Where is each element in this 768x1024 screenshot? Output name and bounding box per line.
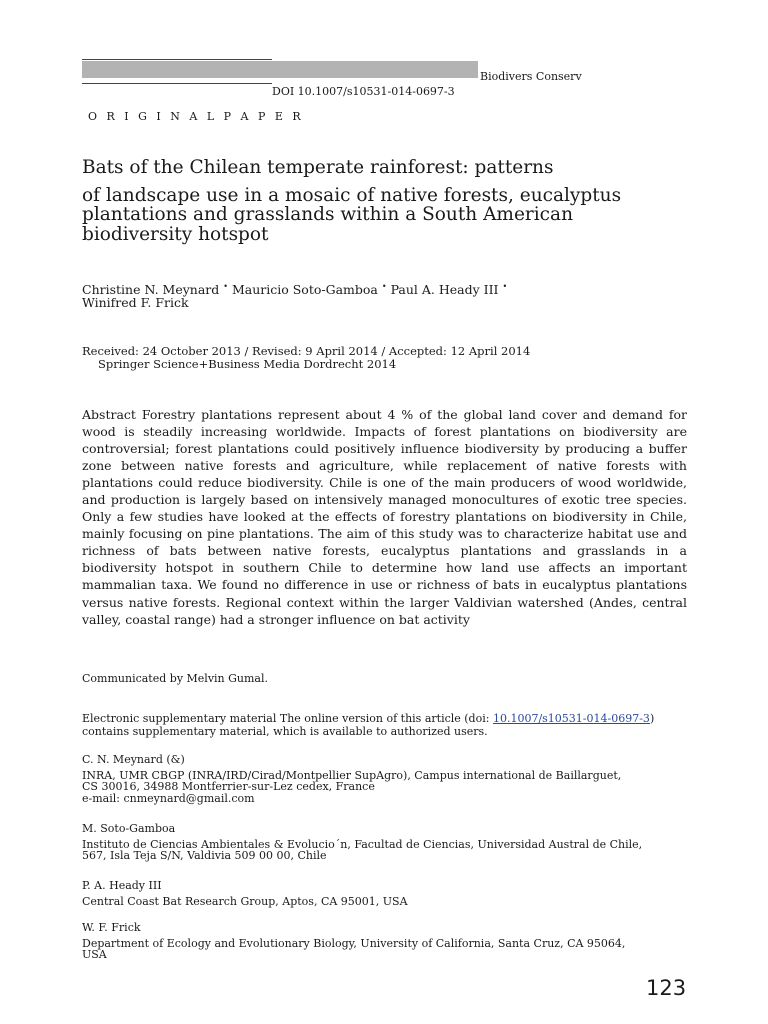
- doi-label: DOI 10.1007/s10531-014-0697-3: [272, 85, 455, 98]
- affiliation-line: INRA, UMR CBGP (INRA/IRD/Cirad/Montpellier SupAgro), Campus international de Baillarguet,: [82, 768, 622, 782]
- esm-suffix: contains supplementary material, which is available to authorized users.: [82, 725, 488, 738]
- title-line-2: of landscape use in a mosaic of native forests, eucalyptus plantations and grasslands within a South American biodiversity hotspot: [82, 184, 622, 245]
- affiliation-1: [82, 754, 702, 804]
- affiliation-line: Department of Ecology and Evolutionary Biology, University of California, Santa Cruz, CA 95064,: [82, 936, 626, 950]
- page-number: 123: [646, 976, 687, 1000]
- author-list: [82, 280, 682, 309]
- affiliation-line: CS 30016, 34988 Montferrier-sur-Lez cedex, France: [82, 780, 375, 793]
- dates-line: Received: 24 October 2013 / Revised: 9 April 2014 / Accepted: 12 April 2014: [82, 344, 531, 358]
- author-separator: •: [381, 282, 387, 291]
- journal-name: Biodivers Conserv: [480, 70, 582, 83]
- author-1: Christine N. Meynard: [82, 282, 220, 298]
- author-2: Mauricio Soto-Gamboa: [231, 282, 378, 298]
- author-separator: •: [502, 282, 508, 291]
- esm-prefix: Electronic supplementary material The online version of this article (doi:: [82, 712, 490, 725]
- affiliation-line: USA: [82, 948, 107, 961]
- affiliation-line: Central Coast Bat Research Group, Aptos, CA 95001, USA: [82, 894, 408, 908]
- publication-dates: [82, 345, 682, 370]
- affiliation-name: W. F. Frick: [82, 921, 141, 934]
- article-title: [82, 158, 642, 244]
- communicated-by: Communicated by Melvin Gumal.: [82, 672, 269, 685]
- affiliation-name: M. Soto-Gamboa: [82, 822, 176, 835]
- affiliation-4: [82, 922, 702, 961]
- title-line-1: Bats of the Chilean temperate rainforest: patterns: [82, 157, 554, 178]
- affiliation-line: 567, Isla Teja S/N, Valdivia 509 00 00, Chile: [82, 849, 327, 862]
- esm-doi-link[interactable]: 10.1007/s10531-014-0697-3: [492, 712, 650, 725]
- header-bar: [82, 61, 478, 78]
- affiliation-2: [82, 823, 702, 862]
- affiliation-line: Instituto de Ciencias Ambientales & Evolucio´n, Facultad de Ciencias, Universidad Austral de Chile,: [82, 837, 643, 851]
- copyright-line: Springer Science+Business Media Dordrecht 2014: [98, 356, 397, 371]
- esm-close: ): [649, 712, 655, 725]
- affiliation-name: P. A. Heady III: [82, 879, 162, 892]
- affiliation-3: [82, 880, 702, 907]
- affiliation-name: C. N. Meynard (&): [82, 753, 185, 766]
- author-separator: •: [223, 282, 228, 291]
- author-4: Winifred F. Frick: [82, 295, 189, 311]
- header-rule-bottom: [82, 83, 272, 84]
- header-rule-top: [82, 59, 272, 60]
- abstract: Abstract Forestry plantations represent about 4 % of the global land cover and demand for wood is steadily increasing worldwide. Impacts of forest plantations on biodiversity are controversial; forest plantations could positively influence biodiversity by producing a buffer zone between native forests and agriculture, while replacement of native forests with plantations could reduce biodiversity. Chile is one of the main producers of wood worldwide, and production is largely based on intensively managed monocultures of exotic tree species. Only a few studies have looked at the effects of forestry plantations on biodiversity in Chile, mainly focusing on pine plantations. The aim of this study was to characterize habitat use and richness of bats between native forests, eucalyptus plantations and grasslands in a biodiversity hotspot in southern Chile to determine how land use affects an important mammalian taxa. We found no difference in use or richness of bats in eucalyptus plantations versus native forests. Regional context within the larger Valdivian watershed (Andes, central valley, coastal range) had a stronger influence on bat activity: [82, 407, 687, 627]
- author-3: Paul A. Heady III: [390, 282, 499, 298]
- email-link[interactable]: e-mail: cnmeynard@gmail.com: [82, 791, 255, 805]
- paper-type: O R I G I N A L P A P E R: [88, 110, 304, 123]
- supplementary-note: [82, 712, 687, 738]
